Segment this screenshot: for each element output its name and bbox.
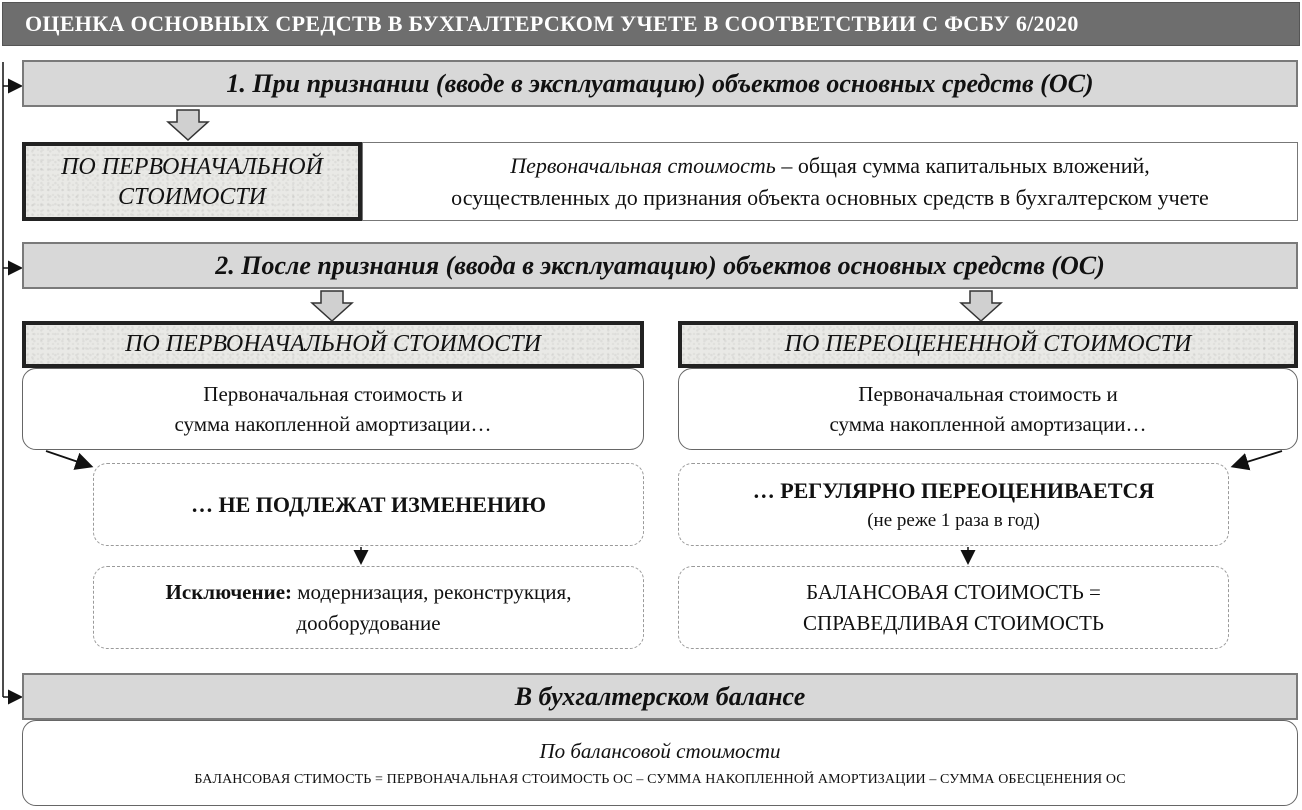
right-desc-line1: Первоначальная стоимость и <box>858 381 1118 406</box>
block-arrow-2-left <box>312 291 352 321</box>
block-arrow-1 <box>168 110 208 140</box>
balance-subtitle: По балансовой стоимости <box>539 739 781 763</box>
right-formula-line1: БАЛАНСОВАЯ СТОИМОСТЬ = <box>806 580 1101 605</box>
exception-line1 <box>94 577 643 607</box>
page-title: ОЦЕНКА ОСНОВНЫХ СРЕДСТВ В БУХГАЛТЕРСКОМ УЧЕТЕ В СООТВЕТСТВИИ С ФСБУ 6/2020 <box>2 2 1300 46</box>
right-formula-line2: СПРАВЕДЛИВАЯ СТОИМОСТЬ <box>803 610 1104 635</box>
exception-line2: дооборудование <box>296 610 441 635</box>
right-method-box: ПО ПЕРЕОЦЕНЕННОЙ СТОИМОСТИ <box>678 321 1298 368</box>
right-result-text: … РЕГУЛЯРНО ПЕРЕОЦЕНИВАЕТСЯ <box>752 477 1155 503</box>
right-result-box <box>678 463 1229 546</box>
left-exception-box <box>93 566 644 649</box>
section1-definition-box <box>362 142 1298 221</box>
right-desc-box <box>678 368 1298 450</box>
left-result-box <box>93 463 644 546</box>
balance-box <box>22 720 1298 806</box>
definition-rest: – общая сумма капитальных вложений, <box>775 152 1150 178</box>
arrow-left-desc-to-result <box>46 451 90 466</box>
balance-heading: В бухгалтерском балансе <box>22 673 1298 720</box>
right-result-note: (не реже 1 раза в год) <box>867 509 1040 531</box>
left-desc-line1: Первоначальная стоимость и <box>203 381 463 406</box>
section1-method-box <box>22 142 362 221</box>
exception-text: модернизация, реконструкция, <box>292 580 572 605</box>
right-desc-line2: сумма накопленной амортизации… <box>829 412 1147 436</box>
block-arrow-2-right <box>961 291 1001 321</box>
left-result-text: … НЕ ПОДЛЕЖАТ ИЗМЕНЕНИЮ <box>191 491 546 517</box>
definition-line2: осуществленных до признания объекта основных средств в бухгалтерском учете <box>451 184 1209 210</box>
left-desc-box <box>22 368 644 450</box>
definition-line1 <box>363 150 1297 182</box>
right-formula-box <box>678 566 1229 649</box>
left-desc-line2: сумма накопленной амортизации… <box>174 412 492 436</box>
section1-method-line1: ПО ПЕРВОНАЧАЛЬНОЙ <box>61 153 323 180</box>
section1-heading: 1. При признании (вводе в эксплуатацию) объектов основных средств (ОС) <box>22 60 1298 107</box>
balance-formula: БАЛАНСОВАЯ СТИМОСТЬ = ПЕРВОНАЧАЛЬНАЯ СТОИМОСТЬ ОС – СУММА НАКОПЛЕННОЙ АМОРТИЗАЦИИ – СУММА ОБЕСЦЕНЕНИЯ ОС <box>194 771 1126 787</box>
section2-heading: 2. После признания (ввода в эксплуатацию) объектов основных средств (ОС) <box>22 242 1298 289</box>
left-method-box: ПО ПЕРВОНАЧАЛЬНОЙ СТОИМОСТИ <box>22 321 644 368</box>
definition-term: Первоначальная стоимость <box>510 152 776 178</box>
arrow-right-desc-to-result <box>1234 451 1282 466</box>
section1-method-line2: СТОИМОСТИ <box>117 183 267 210</box>
exception-label: Исключение: <box>165 580 293 605</box>
